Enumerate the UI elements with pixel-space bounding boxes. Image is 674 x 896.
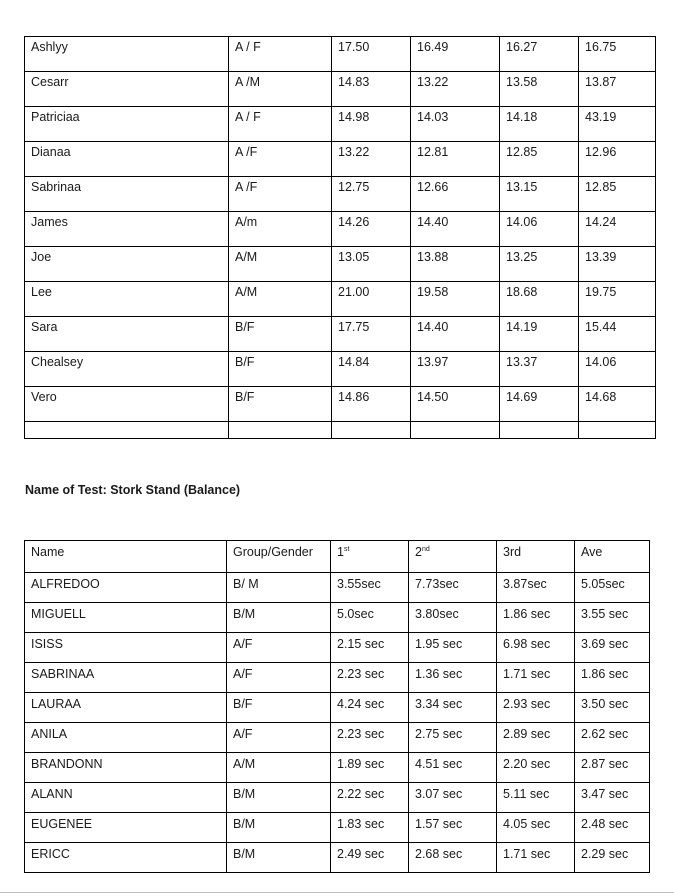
table-row [25,843,650,873]
empty-cell [332,422,411,439]
table-cell: EUGENEE [25,813,227,843]
table-cell: 3.55sec [331,573,409,603]
table-cell: Cesarr [25,72,229,107]
table-row [25,813,650,843]
table-cell: 14.86 [332,387,411,422]
table-cell: 2.23 sec [331,723,409,753]
table-cell: 21.00 [332,282,411,317]
table-cell: 13.58 [500,72,579,107]
table-cell: 12.96 [579,142,656,177]
table-cell: 17.50 [332,37,411,72]
table-cell: 2.62 sec [575,723,650,753]
table-cell: 13.37 [500,352,579,387]
table-cell: A /F [229,177,332,212]
table-cell: 19.75 [579,282,656,317]
table-cell: 14.06 [579,352,656,387]
empty-cell [500,422,579,439]
table-cell: 5.0sec [331,603,409,633]
header-trial-2 [409,541,497,573]
table-cell: 1.86 sec [497,603,575,633]
table-cell: 14.69 [500,387,579,422]
table-row [25,317,656,352]
table-cell: 2.23 sec [331,663,409,693]
table-cell: A/m [229,212,332,247]
table-row [25,603,650,633]
table-cell: ALFREDOO [25,573,227,603]
table-cell: Sara [25,317,229,352]
table-row [25,723,650,753]
stork-stand-table [24,540,650,873]
table-cell: 18.68 [500,282,579,317]
table-row [25,72,656,107]
table-row [25,783,650,813]
table-cell: 2.49 sec [331,843,409,873]
table-cell: 13.88 [411,247,500,282]
table-cell: 2.48 sec [575,813,650,843]
table-cell: 1.71 sec [497,663,575,693]
table-cell: 14.06 [500,212,579,247]
table-cell: 2.68 sec [409,843,497,873]
table-cell: Joe [25,247,229,282]
table-cell: 2.15 sec [331,633,409,663]
table-cell: 15.44 [579,317,656,352]
page-bottom-border [0,892,674,893]
empty-table-row [25,422,656,439]
test-name-label: Name of Test: Stork Stand (Balance) [25,483,241,497]
table-cell: 14.40 [411,212,500,247]
table-cell: ERICC [25,843,227,873]
table-cell: 1.57 sec [409,813,497,843]
table-row [25,633,650,663]
table-cell: 2.75 sec [409,723,497,753]
table-cell: 4.51 sec [409,753,497,783]
table-cell: 2.29 sec [575,843,650,873]
table-cell: 12.66 [411,177,500,212]
table-cell: Lee [25,282,229,317]
table-cell: SABRINAA [25,663,227,693]
table-cell: James [25,212,229,247]
table-cell: 2.20 sec [497,753,575,783]
table-cell: 14.18 [500,107,579,142]
table-cell: B/ M [227,573,331,603]
table-cell: B/F [229,387,332,422]
table-cell: 3.87sec [497,573,575,603]
table-row [25,177,656,212]
table-cell: 14.24 [579,212,656,247]
table-cell: 7.73sec [409,573,497,603]
table-cell: BRANDONN [25,753,227,783]
table-cell: 14.03 [411,107,500,142]
table-row [25,352,656,387]
table-cell: B/M [227,603,331,633]
header-group-gender: Group/Gender [227,541,331,573]
table-cell: 14.84 [332,352,411,387]
table-cell: 13.25 [500,247,579,282]
table-cell: ALANN [25,783,227,813]
table-cell: 13.22 [332,142,411,177]
header-name: Name [25,541,227,573]
table-cell: 1.95 sec [409,633,497,663]
table-row [25,282,656,317]
table-cell: 16.49 [411,37,500,72]
table-row [25,753,650,783]
table-cell: 6.98 sec [497,633,575,663]
table-cell: Dianaa [25,142,229,177]
empty-cell [229,422,332,439]
table-cell: A/F [227,663,331,693]
table-cell: 1.86 sec [575,663,650,693]
table-cell: Ashlyy [25,37,229,72]
table-cell: 1.89 sec [331,753,409,783]
table-cell: 13.87 [579,72,656,107]
table-cell: B/F [229,352,332,387]
table-cell: 14.26 [332,212,411,247]
table-cell: Vero [25,387,229,422]
table-cell: 3.69 sec [575,633,650,663]
table-row [25,247,656,282]
table-cell: 16.75 [579,37,656,72]
table-header-row [25,541,650,573]
table-cell: 5.05sec [575,573,650,603]
table-row [25,142,656,177]
table-cell: 3.07 sec [409,783,497,813]
header-trial-1-suffix: st [343,545,350,553]
table-cell: 2.89 sec [497,723,575,753]
table-cell: 12.81 [411,142,500,177]
table-cell: A/M [227,753,331,783]
table-cell: 12.85 [500,142,579,177]
table-cell: 13.15 [500,177,579,212]
table-cell: 14.19 [500,317,579,352]
table-cell: 14.68 [579,387,656,422]
table-cell: A/F [227,633,331,663]
empty-cell [579,422,656,439]
table-cell: Patriciaa [25,107,229,142]
table-cell: 13.05 [332,247,411,282]
header-trial-2-number: 2 [415,545,422,559]
table-cell: 4.05 sec [497,813,575,843]
table-cell: 43.19 [579,107,656,142]
table-row [25,107,656,142]
header-trial-1 [331,541,409,573]
table-cell: 19.58 [411,282,500,317]
table-cell: 12.85 [579,177,656,212]
empty-cell [25,422,229,439]
table-cell: 16.27 [500,37,579,72]
table-row [25,212,656,247]
table-cell: ANILA [25,723,227,753]
table-cell: A/M [229,282,332,317]
table-cell: A /M [229,72,332,107]
table-cell: 3.55 sec [575,603,650,633]
header-average: Ave [575,541,650,573]
table-cell: B/F [227,693,331,723]
table-cell: 14.83 [332,72,411,107]
sprint-times-table [24,36,656,439]
table-cell: Sabrinaa [25,177,229,212]
table-row [25,387,656,422]
table-cell: 14.98 [332,107,411,142]
table-row [25,573,650,603]
table-cell: 4.24 sec [331,693,409,723]
table-cell: MIGUELL [25,603,227,633]
table-cell: 2.22 sec [331,783,409,813]
table-cell: 5.11 sec [497,783,575,813]
table-cell: 2.87 sec [575,753,650,783]
table-cell: A/F [227,723,331,753]
table-cell: 14.50 [411,387,500,422]
table-cell: 13.39 [579,247,656,282]
table-cell: B/F [229,317,332,352]
table-cell: 14.40 [411,317,500,352]
table-cell: 13.22 [411,72,500,107]
table-cell: ISISS [25,633,227,663]
table-cell: LAURAA [25,693,227,723]
table-cell: A /F [229,142,332,177]
table-cell: A / F [229,107,332,142]
table-cell: 1.83 sec [331,813,409,843]
table-cell: 3.47 sec [575,783,650,813]
table-cell: B/M [227,813,331,843]
table-cell: 1.36 sec [409,663,497,693]
table-cell: 3.50 sec [575,693,650,723]
table-row [25,37,656,72]
table-row [25,693,650,723]
table-cell: A / F [229,37,332,72]
table-cell: B/M [227,843,331,873]
header-trial-1-number: 1 [337,545,344,559]
table-cell: 3.34 sec [409,693,497,723]
table-cell: 12.75 [332,177,411,212]
table-cell: 17.75 [332,317,411,352]
table-cell: Chealsey [25,352,229,387]
table-row [25,663,650,693]
table-cell: 2.93 sec [497,693,575,723]
table-cell: 1.71 sec [497,843,575,873]
table-cell: A/M [229,247,332,282]
header-trial-2-suffix: nd [421,545,430,553]
header-trial-3: 3rd [497,541,575,573]
empty-cell [411,422,500,439]
table-cell: 13.97 [411,352,500,387]
table-cell: 3.80sec [409,603,497,633]
table-cell: B/M [227,783,331,813]
